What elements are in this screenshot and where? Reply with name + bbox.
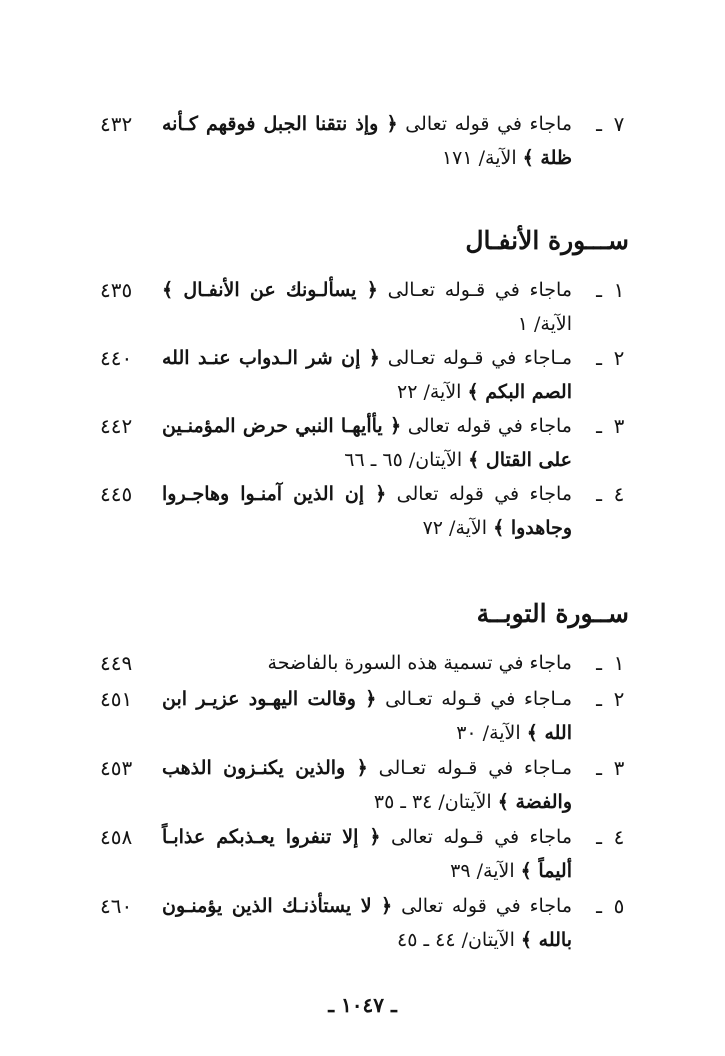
entry-quote: ﴿ إن الذين آمنـوا وهاجـروا وجاهدوا ﴾ (162, 483, 572, 539)
index-entry (100, 889, 630, 959)
entry-lead: ماجاء في قوله تعالى (407, 415, 572, 437)
entry-lead: ماجاء في تسمية هذه السورة بالفاضحة (267, 652, 572, 674)
entry-ref: الآيتان/ ٦٥ ـ ٦٦ (344, 449, 463, 471)
entry-text (162, 409, 572, 477)
entry-dash: ـ (596, 278, 602, 302)
index-entry (100, 751, 630, 821)
entry-dash: ـ (596, 346, 602, 370)
index-entry (100, 820, 630, 890)
entry-ref: الآية/ ٣٠ (456, 722, 521, 744)
entry-lead: ماجاء في قـوله تعـالى (387, 279, 572, 301)
entry-text (162, 341, 572, 409)
entry-number: ٥ (613, 894, 625, 918)
index-entry (100, 477, 630, 547)
entry-number: ٣ (613, 756, 625, 780)
entry-dash: ـ (596, 482, 602, 506)
entry-dash: ـ (596, 756, 602, 780)
entry-number: ١ (613, 651, 625, 675)
entry-text (162, 751, 572, 819)
index-entry (100, 646, 630, 682)
index-entry (100, 273, 630, 343)
entry-ref: الآيتان/ ٣٤ ـ ٣٥ (373, 791, 492, 813)
entry-lead: ماجاء في قوله تعالى (405, 113, 572, 135)
entry-number: ٢ (613, 687, 625, 711)
entry-page-number: ٤٦٠ (100, 894, 133, 918)
entry-text (162, 107, 572, 175)
entry-page-number: ٤٤٥ (100, 482, 133, 506)
entry-ref: الآية/ ١ (517, 313, 572, 335)
entry-text (162, 646, 572, 680)
entry-ref: الآية/ ٧٢ (422, 517, 488, 539)
surah-title: ســورة التوبــة (476, 599, 629, 628)
entry-number: ٢ (613, 346, 625, 370)
index-entry (100, 682, 630, 752)
entry-text (162, 477, 572, 545)
index-entry (100, 341, 630, 411)
entry-number: ٧ (613, 112, 625, 136)
entry-lead: ماجاء في قـوله تعالى (391, 826, 572, 848)
entry-text (162, 889, 572, 957)
entry-number: ١ (613, 278, 625, 302)
entry-lead: ماجاء في قوله تعالى (401, 895, 573, 917)
entry-dash: ـ (596, 825, 602, 849)
page-footer-number: ـ ١٠٤٧ ـ (328, 993, 397, 1017)
index-entry (100, 107, 630, 177)
entry-page-number: ٤٤٠ (100, 346, 133, 370)
entry-text (162, 820, 572, 888)
entry-page-number: ٤٤٩ (100, 651, 133, 675)
entry-quote: ﴿ يسألـونك عن الأنفـال ﴾ (162, 279, 378, 301)
entry-ref: الآية/ ١٧١ (441, 147, 517, 169)
index-entry (100, 409, 630, 479)
entry-quote: ﴿ إلا تنفروا يعـذبكم عذابـاً أليماً ﴾ (162, 826, 572, 882)
entry-dash: ـ (596, 651, 602, 675)
entry-ref: الآيتان/ ٤٤ ـ ٤٥ (397, 929, 515, 951)
entry-dash: ـ (596, 112, 602, 136)
entry-quote: ﴿ والذين يكنـزون الذهب والفضة ﴾ (162, 757, 572, 813)
entry-lead: مـاجاء في قـوله تعـالى (378, 757, 573, 779)
entry-page-number: ٤٤٢ (100, 414, 133, 438)
entry-dash: ـ (596, 687, 602, 711)
entry-page-number: ٤٥١ (100, 687, 133, 711)
surah-title: ســـورة الأنفـال (465, 226, 629, 255)
entry-number: ٤ (613, 482, 625, 506)
entry-number: ٣ (613, 414, 625, 438)
entry-quote: ﴿ يأأيهـا النبي حرض المؤمنـين على القتال ﴾ (162, 415, 572, 471)
entry-page-number: ٤٣٥ (100, 278, 133, 302)
entry-dash: ـ (596, 414, 602, 438)
entry-page-number: ٤٣٢ (100, 112, 133, 136)
entry-text (162, 273, 572, 341)
entry-lead: مـاجاء في قـوله تعـالى (387, 347, 572, 369)
entry-quote: ﴿ لا يستأذنـك الذين يؤمنـون بالله ﴾ (162, 895, 572, 951)
entry-number: ٤ (613, 825, 625, 849)
entry-dash: ـ (596, 894, 602, 918)
entry-lead: مـاجاء في قـوله تعـالى (385, 688, 572, 710)
entry-ref: الآية/ ٣٩ (450, 860, 515, 882)
entry-page-number: ٤٥٣ (100, 756, 133, 780)
entry-ref: الآية/ ٢٢ (397, 381, 462, 403)
entry-page-number: ٤٥٨ (100, 825, 133, 849)
entry-lead: ماجاء في قوله تعالى (396, 483, 572, 505)
entry-quote: ﴿ وإذ نتقنا الجبل فوقهم كـأنه ظلة ﴾ (162, 113, 572, 169)
entry-quote: ﴿ وقالت اليهـود عزيـر ابن الله ﴾ (162, 688, 572, 744)
entry-text (162, 682, 572, 750)
entry-quote: ﴿ إن شر الـدواب عنـد الله الصم البكم ﴾ (162, 347, 572, 403)
